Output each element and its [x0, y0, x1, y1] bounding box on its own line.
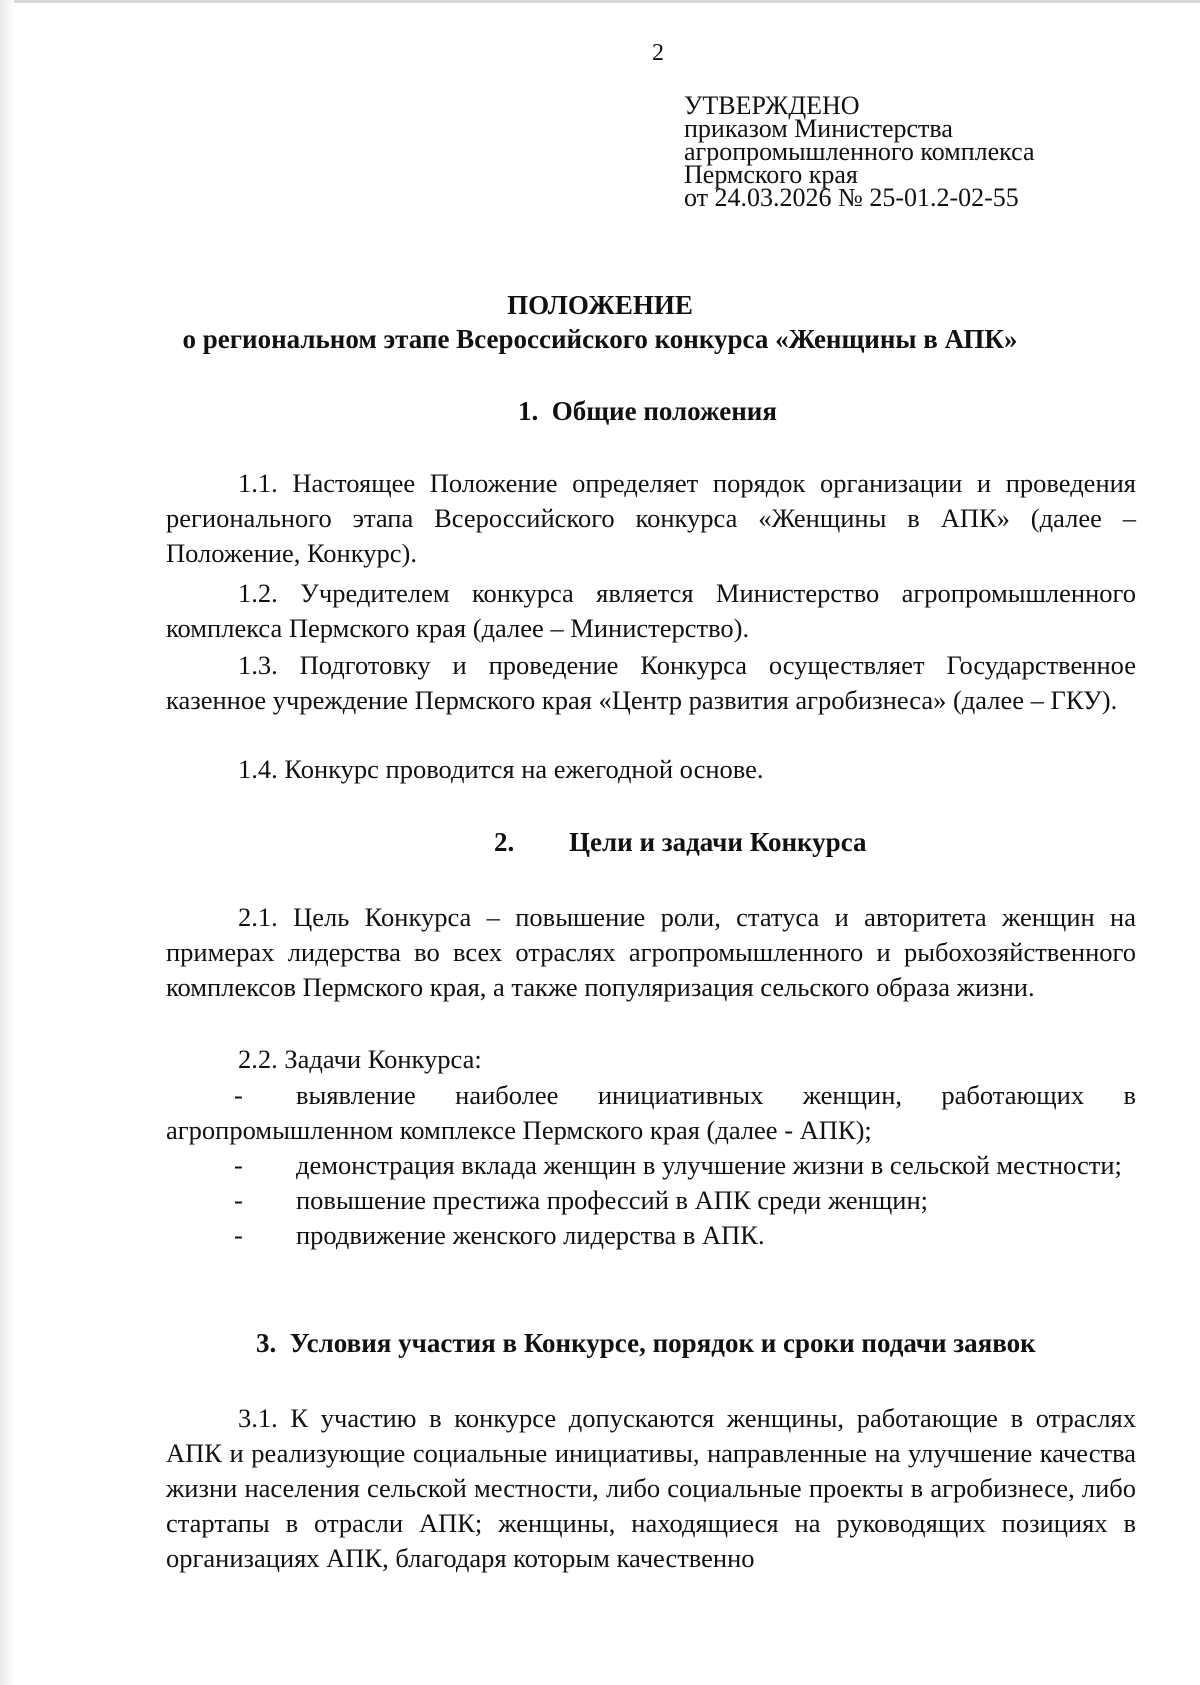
tasks-list: [166, 1078, 1136, 1253]
section-2-heading: [494, 827, 867, 858]
section-1-heading: [518, 396, 777, 427]
paragraph-1-3: 1.3. Подготовку и проведение Конкурса осуществляет Государственное казенное учреждение Пермского края «Центр развития агробизнеса» (далее – ГКУ).: [166, 650, 1136, 715]
approval-line: Пермского края: [684, 160, 858, 189]
approval-line: от 24.03.2026 № 25-01.2-02-55: [684, 183, 1019, 212]
list-item: - выявление наиболее инициативных женщин, работающих в агропромышленном комплексе Пермского края (далее - АПК);: [166, 1080, 1136, 1145]
paragraph-1-1: 1.1. Настоящее Положение определяет порядок организации и проведения регионального этапа Всероссийского конкурса «Женщины в АПК» (далее – Положение, Конкурс).: [166, 468, 1136, 568]
section-title: Цели и задачи Конкурса: [569, 827, 867, 857]
section-number: 2.: [494, 827, 515, 857]
scan-border-top: [0, 0, 1200, 3]
document-title: ПОЛОЖЕНИЕ: [507, 290, 693, 320]
list-item: - продвижение женского лидерства в АПК.: [234, 1220, 765, 1250]
list-item: - повышение престижа профессий в АПК среди женщин;: [234, 1185, 928, 1215]
approval-line: УТВЕРЖДЕНО: [684, 91, 860, 120]
paragraph-1-4: 1.4. Конкурс проводится на ежегодной основе.: [238, 754, 764, 784]
paragraph-2-1: 2.1. Цель Конкурса – повышение роли, статуса и авторитета женщин на примерах лидерства во всех отраслях агропромышленного и рыбохозяйственного комплексов Пермского края, а также популяризация сельского образа жизни.: [166, 902, 1136, 1002]
paragraph-1-2: 1.2. Учредителем конкурса является Министерство агропромышленного комплекса Пермского края (далее – Министерство).: [166, 578, 1136, 643]
section-title: Общие положения: [551, 396, 777, 426]
section-number: 1.: [518, 396, 539, 426]
paragraph-2-2: 2.2. Задачи Конкурса:: [238, 1044, 482, 1074]
section-title: Условия участия в Конкурсе, порядок и сроки подачи заявок: [289, 1328, 1036, 1358]
scan-border-left: [0, 0, 14, 1685]
approval-line: приказом Министерства: [684, 114, 953, 143]
document-subtitle: о региональном этапе Всероссийского конкурса «Женщины в АПК»: [182, 324, 1018, 354]
list-item: - демонстрация вклада женщин в улучшение жизни в сельской местности;: [234, 1150, 1122, 1180]
approval-line: агропромышленного комплекса: [684, 137, 1035, 166]
approval-stamp: [684, 91, 1035, 212]
paragraph-3-1: 3.1. К участию в конкурсе допускаются женщины, работающие в отраслях АПК и реализующие социальные инициативы, направленные на улучшение качества жизни населения сельской местности, либо социальные проекты в агробизнесе, либо стартапы в отрасли АПК; женщины, находящиеся на руководящих позициях в организациях АПК, благодаря которым качественно: [166, 1403, 1136, 1573]
section-3-heading: [256, 1328, 1036, 1359]
page-number: 2: [652, 40, 664, 66]
section-number: 3.: [256, 1328, 277, 1358]
